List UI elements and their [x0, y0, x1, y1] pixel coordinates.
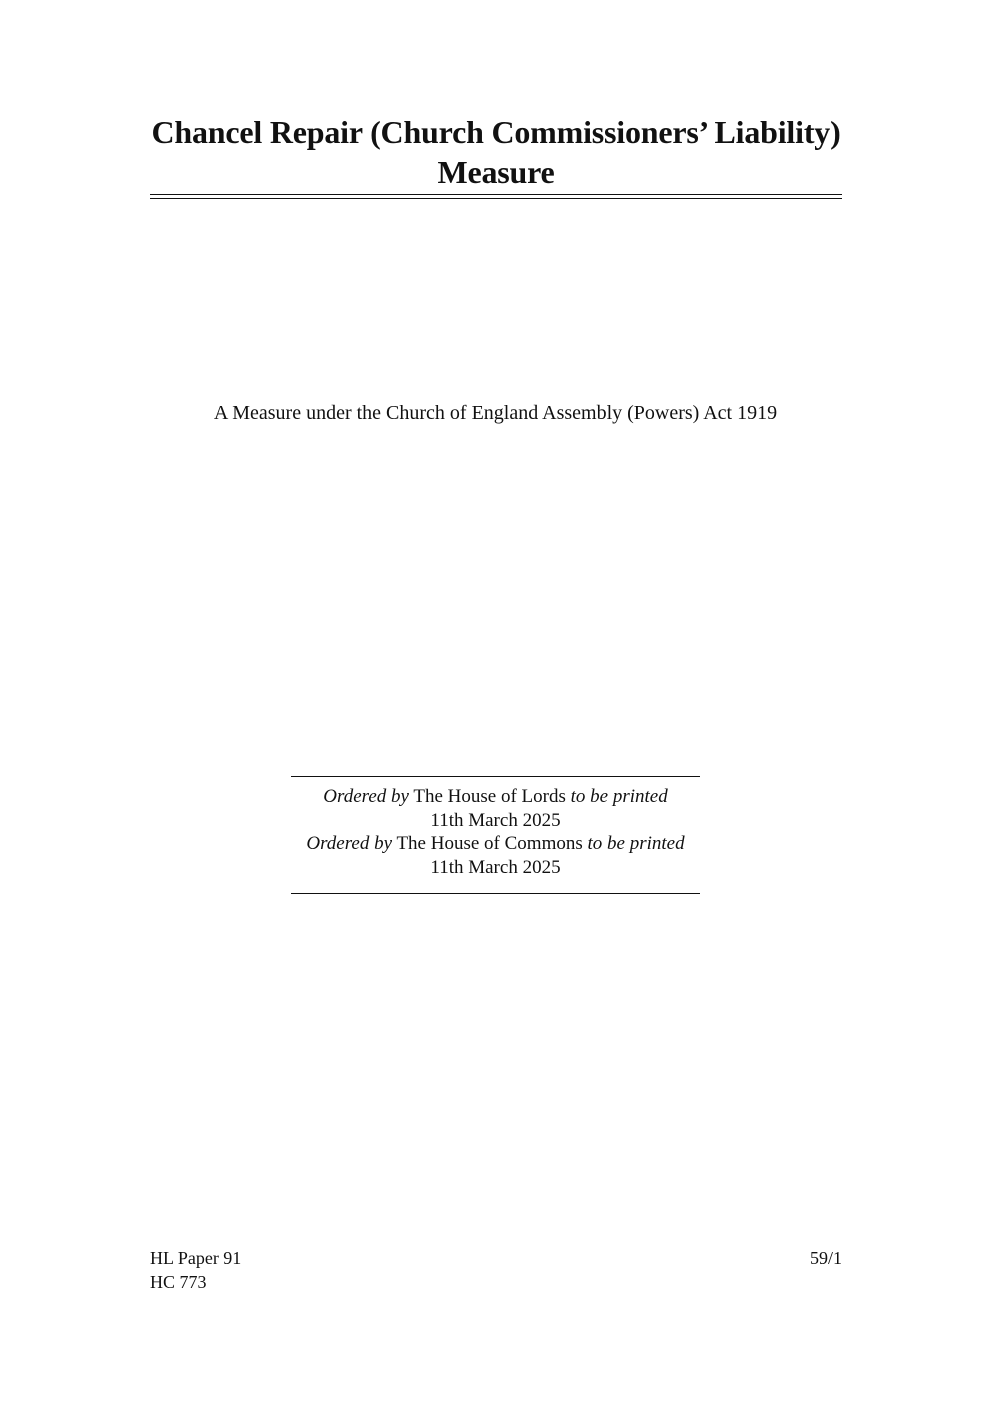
order-rule-top: [291, 776, 700, 777]
hl-paper-number: HL Paper 91: [150, 1248, 242, 1268]
lords-order-line: [291, 785, 700, 809]
title-line-1: Chancel Repair (Church Commissioners’ Liability): [151, 114, 841, 150]
commons-order-date: 11th March 2025: [430, 856, 561, 878]
title-double-rule-top: [150, 194, 842, 195]
ordered-by-label: Ordered by: [323, 786, 409, 807]
to-be-printed-label: to be printed: [587, 833, 685, 854]
title-line-2: Measure: [437, 154, 555, 190]
order-lines: [291, 785, 700, 879]
bill-reference: 59/1: [809, 1248, 842, 1268]
title-block: [150, 112, 842, 192]
hc-number: HC 773: [150, 1272, 207, 1292]
order-rule-bottom: [291, 893, 700, 894]
house-name: The House of Lords: [413, 786, 566, 807]
document-title: [150, 112, 842, 192]
ordered-by-label: Ordered by: [306, 833, 393, 854]
to-be-printed-label: to be printed: [570, 786, 668, 807]
measure-subtitle: A Measure under the Church of England Assembly (Powers) Act 1919: [213, 402, 778, 424]
house-name: The House of Commons: [396, 833, 583, 854]
commons-order-line: [291, 832, 700, 856]
printing-order-block: [291, 776, 700, 893]
title-double-rule-bottom: [150, 198, 842, 199]
lords-order-date: 11th March 2025: [430, 809, 561, 831]
paper-numbers: [150, 1246, 241, 1294]
